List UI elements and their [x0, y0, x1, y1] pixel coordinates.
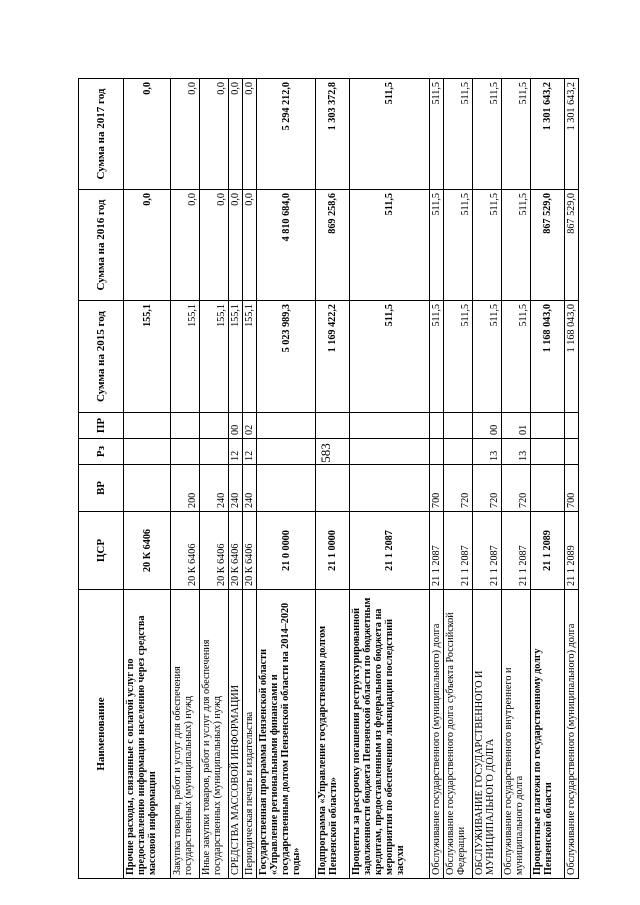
- cell-2016: 0,0: [200, 190, 229, 301]
- cell-vr: 700: [430, 465, 444, 512]
- cell-rz: [316, 439, 350, 465]
- cell-vr: 240: [229, 465, 243, 512]
- cell-2017: 1 303 372,8: [316, 79, 350, 190]
- cell-pr: [444, 413, 473, 439]
- cell-2015: 1 169 422,2: [316, 301, 350, 413]
- cell-2015: 511,5: [350, 301, 430, 413]
- cell-csr: 21 1 2087: [430, 512, 444, 590]
- cell-rz: [444, 439, 473, 465]
- cell-2017: 5 294 212,0: [257, 79, 316, 190]
- cell-pr: [257, 413, 316, 439]
- budget-table: [78, 78, 579, 879]
- cell-2017: 511,5: [444, 79, 473, 190]
- cell-name: Периодическая печать и издательства: [243, 590, 257, 879]
- table-row: [444, 79, 473, 879]
- cell-name: Государственная программа Пензенской области «Управление региональными финансами и государственным долгом Пензенской области на 2014–2020 годы»: [257, 590, 316, 879]
- cell-csr: 21 1 0000: [316, 512, 350, 590]
- cell-csr: 21 1 2089: [531, 512, 565, 590]
- table-header-row: [79, 79, 124, 879]
- cell-csr: 21 1 2089: [565, 512, 579, 590]
- cell-2015: 5 023 989,3: [257, 301, 316, 413]
- cell-2016: 867 529,0: [531, 190, 565, 301]
- cell-pr: 00: [473, 413, 502, 439]
- cell-pr: [171, 413, 200, 439]
- table-row: [502, 79, 531, 879]
- header-csr: ЦСР: [79, 512, 124, 590]
- cell-csr: 21 0 0000: [257, 512, 316, 590]
- rotated-content: [78, 79, 577, 879]
- cell-rz: [124, 439, 171, 465]
- cell-name: Процентные платежи по государственному долгу Пензенской области: [531, 590, 565, 879]
- cell-2017: 511,5: [473, 79, 502, 190]
- table-row: [243, 79, 257, 879]
- cell-rz: [531, 439, 565, 465]
- rotated-page: [78, 79, 577, 879]
- cell-pr: [200, 413, 229, 439]
- cell-vr: 200: [171, 465, 200, 512]
- cell-2016: 511,5: [430, 190, 444, 301]
- table-row: [124, 79, 171, 879]
- cell-pr: 00: [229, 413, 243, 439]
- cell-csr: 20 К 6406: [243, 512, 257, 590]
- cell-pr: [531, 413, 565, 439]
- cell-2015: 155,1: [124, 301, 171, 413]
- cell-2017: 0,0: [243, 79, 257, 190]
- cell-vr: 720: [444, 465, 473, 512]
- table-row: [200, 79, 229, 879]
- header-rz: Рз: [79, 439, 124, 465]
- header-pr: ПР: [79, 413, 124, 439]
- cell-csr: 21 1 2087: [444, 512, 473, 590]
- cell-csr: 21 1 2087: [473, 512, 502, 590]
- cell-name: Иные закупки товаров, работ и услуг для обеспечения государственных (муниципальных) нужд: [200, 590, 229, 879]
- cell-2016: 511,5: [473, 190, 502, 301]
- cell-2017: 0,0: [229, 79, 243, 190]
- cell-2016: 511,5: [502, 190, 531, 301]
- cell-rz: 13: [473, 439, 502, 465]
- table-row: [257, 79, 316, 879]
- cell-2017: 1 301 643,2: [531, 79, 565, 190]
- cell-2016: 0,0: [171, 190, 200, 301]
- cell-name: ОБСЛУЖИВАНИЕ ГОСУДАРСТВЕННОГО И МУНИЦИПАЛЬНОГО ДОЛГА: [473, 590, 502, 879]
- cell-name: Прочие расходы, связанные с оплатой услуг по предоставлению информации населению через средства массовой информации: [124, 590, 171, 879]
- cell-2016: 0,0: [229, 190, 243, 301]
- cell-2017: 0,0: [171, 79, 200, 190]
- cell-rz: 13: [502, 439, 531, 465]
- cell-name: Закупка товаров, работ и услуг для обеспечения государственных (муниципальных) нужд: [171, 590, 200, 879]
- cell-name: Обслуживание государственного внутреннего и муниципального долга: [502, 590, 531, 879]
- cell-pr: [316, 413, 350, 439]
- table-row: [171, 79, 200, 879]
- cell-vr: [316, 465, 350, 512]
- cell-rz: [200, 439, 229, 465]
- header-name: Наименование: [79, 590, 124, 879]
- cell-2015: 155,1: [200, 301, 229, 413]
- table-row: [473, 79, 502, 879]
- page-number: 583: [318, 443, 333, 463]
- cell-2015: 511,5: [430, 301, 444, 413]
- cell-csr: 21 1 2087: [350, 512, 430, 590]
- cell-pr: [124, 413, 171, 439]
- cell-rz: [350, 439, 430, 465]
- cell-name: Обслуживание государственного (муниципального) долга: [565, 590, 579, 879]
- table-row: [350, 79, 430, 879]
- cell-csr: 20 К 6406: [229, 512, 243, 590]
- cell-pr: [430, 413, 444, 439]
- table-row: [531, 79, 565, 879]
- table-row: [316, 79, 350, 879]
- cell-name: Обслуживание государственного (муниципального) долга: [430, 590, 444, 879]
- cell-pr: 01: [502, 413, 531, 439]
- table-row: [430, 79, 444, 879]
- cell-vr: 240: [243, 465, 257, 512]
- table-row: [565, 79, 579, 879]
- cell-pr: [350, 413, 430, 439]
- cell-2015: 1 168 043,0: [565, 301, 579, 413]
- cell-name: Обслуживание государственного долга субъекта Российской Федерации: [444, 590, 473, 879]
- cell-vr: [257, 465, 316, 512]
- cell-2017: 1 301 643,2: [565, 79, 579, 190]
- cell-vr: 700: [565, 465, 579, 512]
- header-vr: ВР: [79, 465, 124, 512]
- cell-csr: 20 К 6406: [124, 512, 171, 590]
- cell-2016: 511,5: [444, 190, 473, 301]
- cell-2016: 0,0: [124, 190, 171, 301]
- table-row: [229, 79, 243, 879]
- cell-2015: 511,5: [473, 301, 502, 413]
- cell-pr: [565, 413, 579, 439]
- cell-rz: [565, 439, 579, 465]
- cell-2015: 155,1: [171, 301, 200, 413]
- cell-2015: 1 168 043,0: [531, 301, 565, 413]
- cell-2015: 155,1: [229, 301, 243, 413]
- cell-csr: 20 К 6406: [171, 512, 200, 590]
- cell-2016: 0,0: [243, 190, 257, 301]
- cell-2017: 0,0: [200, 79, 229, 190]
- cell-vr: 720: [502, 465, 531, 512]
- cell-2017: 511,5: [502, 79, 531, 190]
- cell-vr: 240: [200, 465, 229, 512]
- cell-rz: [430, 439, 444, 465]
- cell-csr: 21 1 2087: [502, 512, 531, 590]
- cell-rz: 12: [243, 439, 257, 465]
- cell-2015: 511,5: [502, 301, 531, 413]
- cell-2015: 511,5: [444, 301, 473, 413]
- header-2015: Сумма на 2015 год: [79, 301, 124, 413]
- cell-2017: 511,5: [350, 79, 430, 190]
- header-2017: Сумма на 2017 год: [79, 79, 124, 190]
- cell-2016: 4 810 684,0: [257, 190, 316, 301]
- cell-name: Проценты за рассрочку погашения реструктурированной задолженности бюджета Пензенской области по бюджетным кредитам, предоставленным из федерального бюджета на мероприятия по обеспечению ликвидации последствий засухи: [350, 590, 430, 879]
- cell-rz: 12: [229, 439, 243, 465]
- cell-2017: 0,0: [124, 79, 171, 190]
- cell-vr: [531, 465, 565, 512]
- cell-csr: 20 К 6406: [200, 512, 229, 590]
- cell-2015: 155,1: [243, 301, 257, 413]
- cell-vr: 720: [473, 465, 502, 512]
- cell-rz: [171, 439, 200, 465]
- cell-name: Подпрограмма «Управление государственным долгом Пензенской области»: [316, 590, 350, 879]
- cell-vr: [350, 465, 430, 512]
- cell-rz: [257, 439, 316, 465]
- cell-2016: 869 258,6: [316, 190, 350, 301]
- cell-2016: 511,5: [350, 190, 430, 301]
- cell-2017: 511,5: [430, 79, 444, 190]
- cell-2016: 867 529,0: [565, 190, 579, 301]
- cell-vr: [124, 465, 171, 512]
- header-2016: Сумма на 2016 год: [79, 190, 124, 301]
- cell-name: СРЕДСТВА МАССОВОЙ ИНФОРМАЦИИ: [229, 590, 243, 879]
- cell-pr: 02: [243, 413, 257, 439]
